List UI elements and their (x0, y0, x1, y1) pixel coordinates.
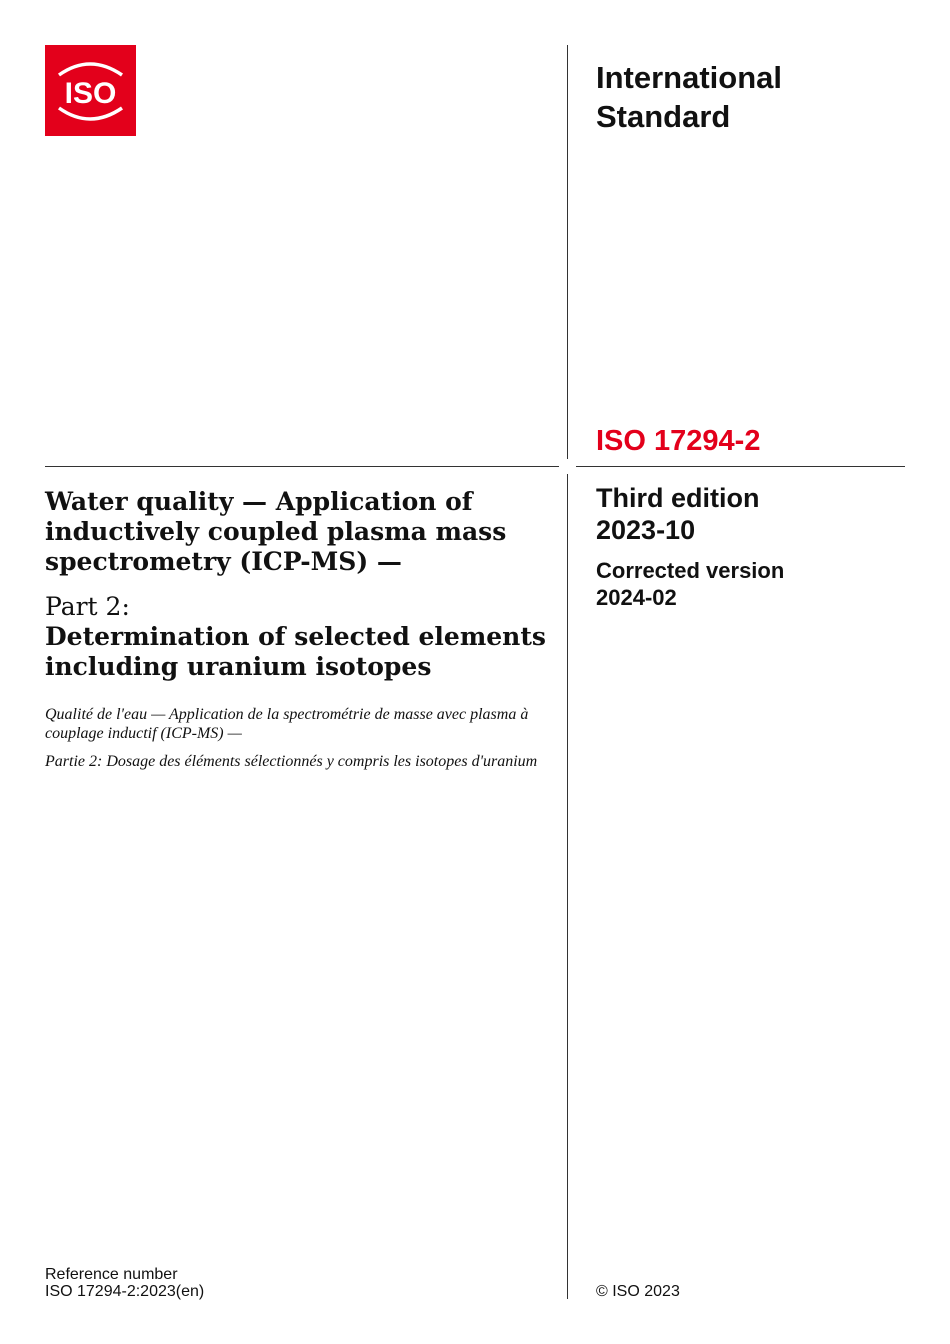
document-type-line2: Standard (596, 99, 731, 134)
corrected-date: 2024-02 (596, 585, 677, 610)
french-title: Qualité de l'eau — Application de la spectrométrie de masse avec plasma à couplage inductif (ICP-MS) — (45, 706, 529, 742)
reference-number-block (45, 1266, 204, 1300)
horizontal-rule-left (45, 466, 559, 467)
english-title: Water quality — Application of inductively coupled plasma mass spectrometry (ICP-MS) — (45, 487, 507, 576)
french-part-title: Partie 2: Dosage des éléments sélectionnés y compris les isotopes d'uranium (45, 753, 538, 770)
reference-number: ISO 17294-2:2023(en) (45, 1283, 205, 1300)
reference-label: Reference number (45, 1266, 178, 1283)
edition-date: 2023-10 (596, 515, 696, 545)
vertical-divider-bottom (567, 474, 568, 1299)
document-type (596, 58, 916, 136)
edition-info (596, 482, 926, 546)
corrected-version-info (596, 557, 926, 611)
edition-label: Third edition (596, 483, 760, 513)
corrected-label: Corrected version (596, 558, 785, 583)
iso-logo (45, 45, 136, 136)
document-type-line1: International (596, 60, 783, 95)
horizontal-rule-right (576, 466, 905, 467)
copyright: © ISO 2023 (596, 1283, 680, 1300)
part-label: Part 2: (45, 592, 130, 621)
logo-text: ISO (64, 77, 117, 110)
vertical-divider-top (567, 45, 568, 459)
part-title: Determination of selected elements including uranium isotopes (45, 622, 546, 681)
document-number: ISO 17294-2 (596, 425, 761, 457)
